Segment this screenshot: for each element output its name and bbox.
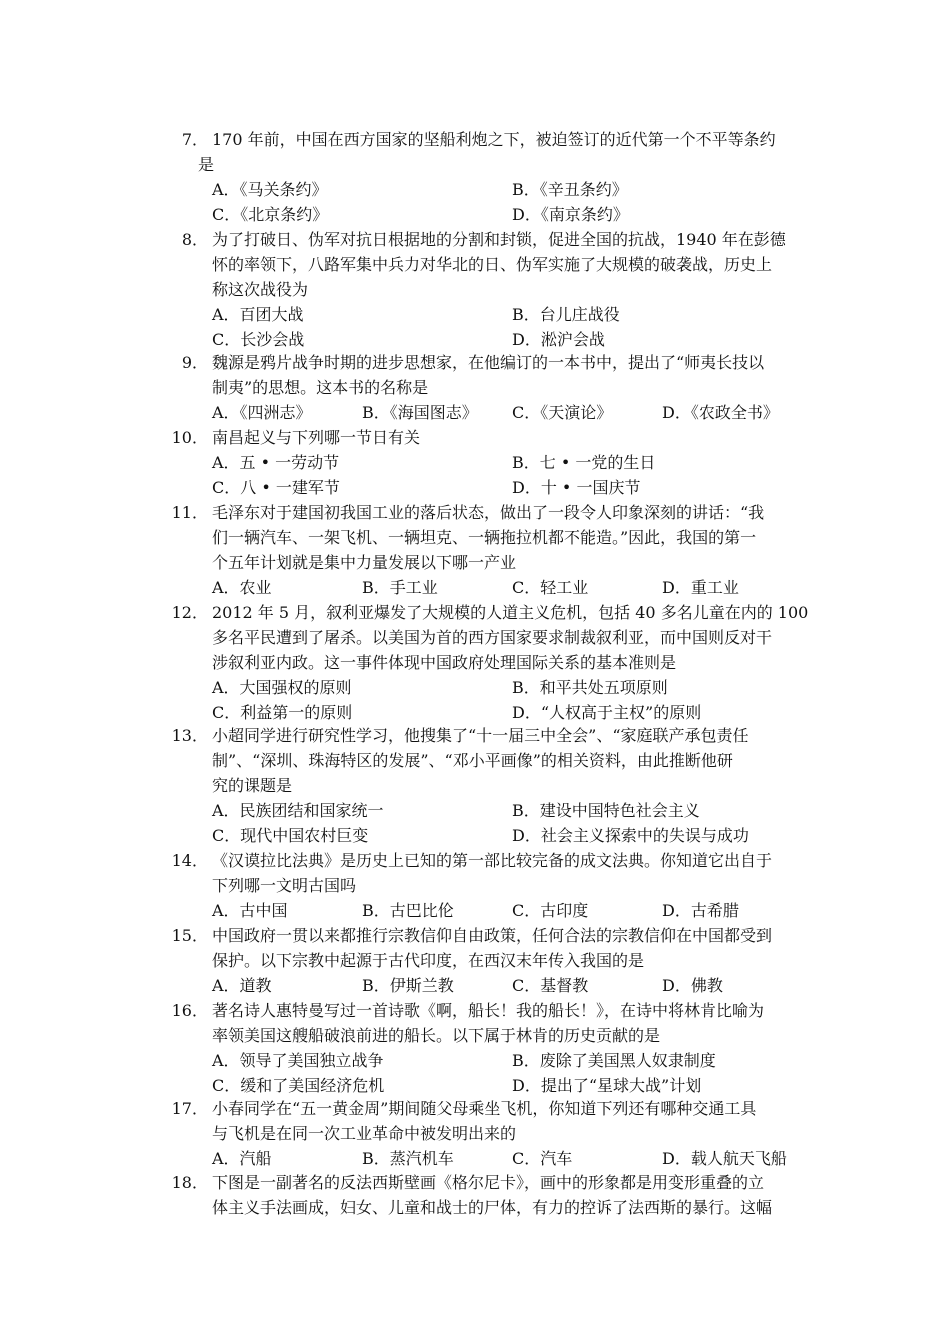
answer-option[interactable]: C．缓和了美国经济危机 <box>212 1076 385 1095</box>
answer-option[interactable]: B．古巴比伦 <box>362 901 454 920</box>
question-text-line: 多名平民遭到了屠杀。以美国为首的西方国家要求制裁叙利亚，而中国则反对干 <box>212 628 773 647</box>
answer-option[interactable]: C．基督教 <box>512 976 589 995</box>
question-text-line: 怀的率领下，八路军集中兵力对华北的日、伪军实施了大规模的破袭战，历史上 <box>212 255 773 274</box>
question-text-line: 下图是一副著名的反法西斯壁画《格尔尼卡》，画中的形象都是用变形重叠的立 <box>212 1173 765 1192</box>
option-row <box>212 1073 810 1098</box>
option-row <box>212 400 810 425</box>
answer-option[interactable]: A．农业 <box>212 578 272 597</box>
question-number: 13． <box>171 726 208 745</box>
option-row <box>212 700 810 725</box>
question-text-line: 个五年计划就是集中力量发展以下哪一产业 <box>212 553 517 572</box>
answer-option[interactable]: C．《北京条约》 <box>212 205 329 224</box>
answer-option[interactable]: B．七 • 一党的生日 <box>512 453 656 472</box>
option-row <box>212 475 810 500</box>
answer-option[interactable]: A．大国强权的原则 <box>212 678 352 697</box>
answer-option[interactable]: D．《农政全书》 <box>662 403 779 422</box>
question-number: 18． <box>171 1173 208 1192</box>
question-text-line: 《汉谟拉比法典》是历史上已知的第一部比较完备的成文法典。你知道它出自于 <box>212 851 773 870</box>
question-text-line: 2012 年 5 月，叙利亚爆发了大规模的人道主义危机，包括 40 多名儿童在内的 100 <box>212 603 809 622</box>
question-13 <box>170 723 810 848</box>
answer-option[interactable]: C．《天演论》 <box>512 403 613 422</box>
question-text-line: 170 年前，中国在西方国家的坚船利炮之下，被迫签订的近代第一个不平等条约 <box>212 130 776 149</box>
answer-option[interactable]: D．淞沪会战 <box>512 330 605 349</box>
question-text-line: 与飞机是在同一次工业革命中被发明出来的 <box>212 1124 517 1143</box>
question-18 <box>170 1170 810 1220</box>
question-text-line: 称这次战役为 <box>212 280 309 299</box>
question-text-line: 魏源是鸦片战争时期的进步思想家，在他编订的一本书中，提出了“师夷长技以 <box>212 353 765 372</box>
option-row <box>212 450 810 475</box>
answer-option[interactable]: D．“人权高于主权”的原则 <box>512 703 702 722</box>
question-text-line: 们一辆汽车、一架飞机、一辆坦克、一辆拖拉机都不能造。”因此，我国的第一 <box>212 528 757 547</box>
option-row <box>212 1146 810 1171</box>
question-12 <box>170 600 810 725</box>
question-text-line: 南昌起义与下列哪一节日有关 <box>212 428 421 447</box>
question-number: 16． <box>171 1001 208 1020</box>
question-text-line: 制”、“深圳、珠海特区的发展”、“邓小平画像”的相关资料，由此推断他研 <box>212 751 733 770</box>
question-text-line: 小超同学进行研究性学习，他搜集了“十一届三中全会”、“家庭联产承包责任 <box>212 726 749 745</box>
question-number: 15． <box>171 926 208 945</box>
answer-option[interactable]: A．领导了美国独立战争 <box>212 1051 384 1070</box>
answer-option[interactable]: A．《四洲志》 <box>212 403 312 422</box>
option-row <box>212 973 810 998</box>
answer-option[interactable]: B．蒸汽机车 <box>362 1149 454 1168</box>
question-text-line: 中国政府一贯以来都推行宗教信仰自由政策，任何合法的宗教信仰在中国都受到 <box>212 926 773 945</box>
option-row <box>212 675 810 700</box>
question-14 <box>170 848 810 923</box>
question-text-line: 下列哪一文明古国吗 <box>212 876 357 895</box>
question-number: 8． <box>181 230 208 249</box>
question-number: 11． <box>171 503 208 522</box>
question-17 <box>170 1096 810 1171</box>
answer-option[interactable]: D．《南京条约》 <box>512 205 629 224</box>
question-text-line: 究的课题是 <box>212 776 293 795</box>
answer-option[interactable]: D．十 • 一国庆节 <box>512 478 641 497</box>
answer-option[interactable]: C．八 • 一建军节 <box>212 478 340 497</box>
answer-option[interactable]: D．佛教 <box>662 976 723 995</box>
question-text-line: 是 <box>198 155 215 174</box>
question-15 <box>170 923 810 998</box>
option-row <box>212 898 810 923</box>
option-row <box>212 202 810 227</box>
answer-option[interactable]: D．古希腊 <box>662 901 739 920</box>
question-text-line: 制夷”的思想。这本书的名称是 <box>212 378 429 397</box>
answer-option[interactable]: A．汽船 <box>212 1149 272 1168</box>
question-text-line: 保护。以下宗教中起源于古代印度，在西汉末年传入我国的是 <box>212 951 645 970</box>
question-text-line: 著名诗人惠特曼写过一首诗歌《啊，船长！我的船长！》，在诗中将林肯比喻为 <box>212 1001 765 1020</box>
question-text-line: 涉叙利亚内政。这一事件体现中国政府处理国际关系的基本准则是 <box>212 653 677 672</box>
answer-option[interactable]: A．道教 <box>212 976 272 995</box>
question-number: 17． <box>171 1099 208 1118</box>
question-text-line: 率领美国这艘船破浪前进的船长。以下属于林肯的历史贡献的是 <box>212 1026 661 1045</box>
answer-option[interactable]: D．提出了“星球大战”计划 <box>512 1076 702 1095</box>
question-10 <box>170 425 810 500</box>
answer-option[interactable]: B．伊斯兰教 <box>362 976 454 995</box>
option-row <box>212 575 810 600</box>
question-text-line: 小春同学在“五一黄金周”期间随父母乘坐飞机，你知道下列还有哪种交通工具 <box>212 1099 757 1118</box>
answer-option[interactable]: D．重工业 <box>662 578 739 597</box>
answer-option[interactable]: B．手工业 <box>362 578 438 597</box>
option-row <box>212 823 810 848</box>
question-11 <box>170 500 810 600</box>
option-row <box>212 798 810 823</box>
question-7 <box>170 127 810 227</box>
answer-option[interactable]: A．古中国 <box>212 901 288 920</box>
answer-option[interactable]: C．现代中国农村巨变 <box>212 826 369 845</box>
answer-option[interactable]: C．古印度 <box>512 901 589 920</box>
answer-option[interactable]: B．《辛丑条约》 <box>512 180 628 199</box>
question-number: 9． <box>181 353 208 372</box>
answer-option[interactable]: A．百团大战 <box>212 305 304 324</box>
question-8 <box>170 227 810 352</box>
answer-option[interactable]: A．五 • 一劳动节 <box>212 453 340 472</box>
answer-option[interactable]: C．汽车 <box>512 1149 573 1168</box>
answer-option[interactable]: A．《马关条约》 <box>212 180 328 199</box>
question-16 <box>170 998 810 1098</box>
option-row <box>212 1048 810 1073</box>
answer-option[interactable]: C．长沙会战 <box>212 330 305 349</box>
answer-option[interactable]: B．台儿庄战役 <box>512 305 620 324</box>
answer-option[interactable]: B．和平共处五项原则 <box>512 678 668 697</box>
question-number: 7． <box>181 130 208 149</box>
option-row <box>212 327 810 352</box>
question-number: 14． <box>171 851 208 870</box>
answer-option[interactable]: B．废除了美国黑人奴隶制度 <box>512 1051 716 1070</box>
answer-option[interactable]: B．建设中国特色社会主义 <box>512 801 700 820</box>
question-text-line: 体主义手法画成，妇女、儿童和战士的尸体，有力的控诉了法西斯的暴行。这幅 <box>212 1198 773 1217</box>
option-row <box>212 177 810 202</box>
option-row <box>212 302 810 327</box>
answer-option[interactable]: D．社会主义探索中的失误与成功 <box>512 826 749 845</box>
answer-option[interactable]: B．《海国图志》 <box>362 403 478 422</box>
answer-option[interactable]: A．民族团结和国家统一 <box>212 801 384 820</box>
answer-option[interactable]: D．载人航天飞船 <box>662 1149 787 1168</box>
question-number: 10． <box>171 428 208 447</box>
question-number: 12． <box>171 603 208 622</box>
answer-option[interactable]: C．利益第一的原则 <box>212 703 353 722</box>
question-text-line: 为了打破日、伪军对抗日根据地的分割和封锁，促进全国的抗战，1940 年在彭德 <box>212 230 786 249</box>
answer-option[interactable]: C．轻工业 <box>512 578 589 597</box>
question-text-line: 毛泽东对于建国初我国工业的落后状态，做出了一段令人印象深刻的讲话：“我 <box>212 503 765 522</box>
question-9 <box>170 350 810 425</box>
